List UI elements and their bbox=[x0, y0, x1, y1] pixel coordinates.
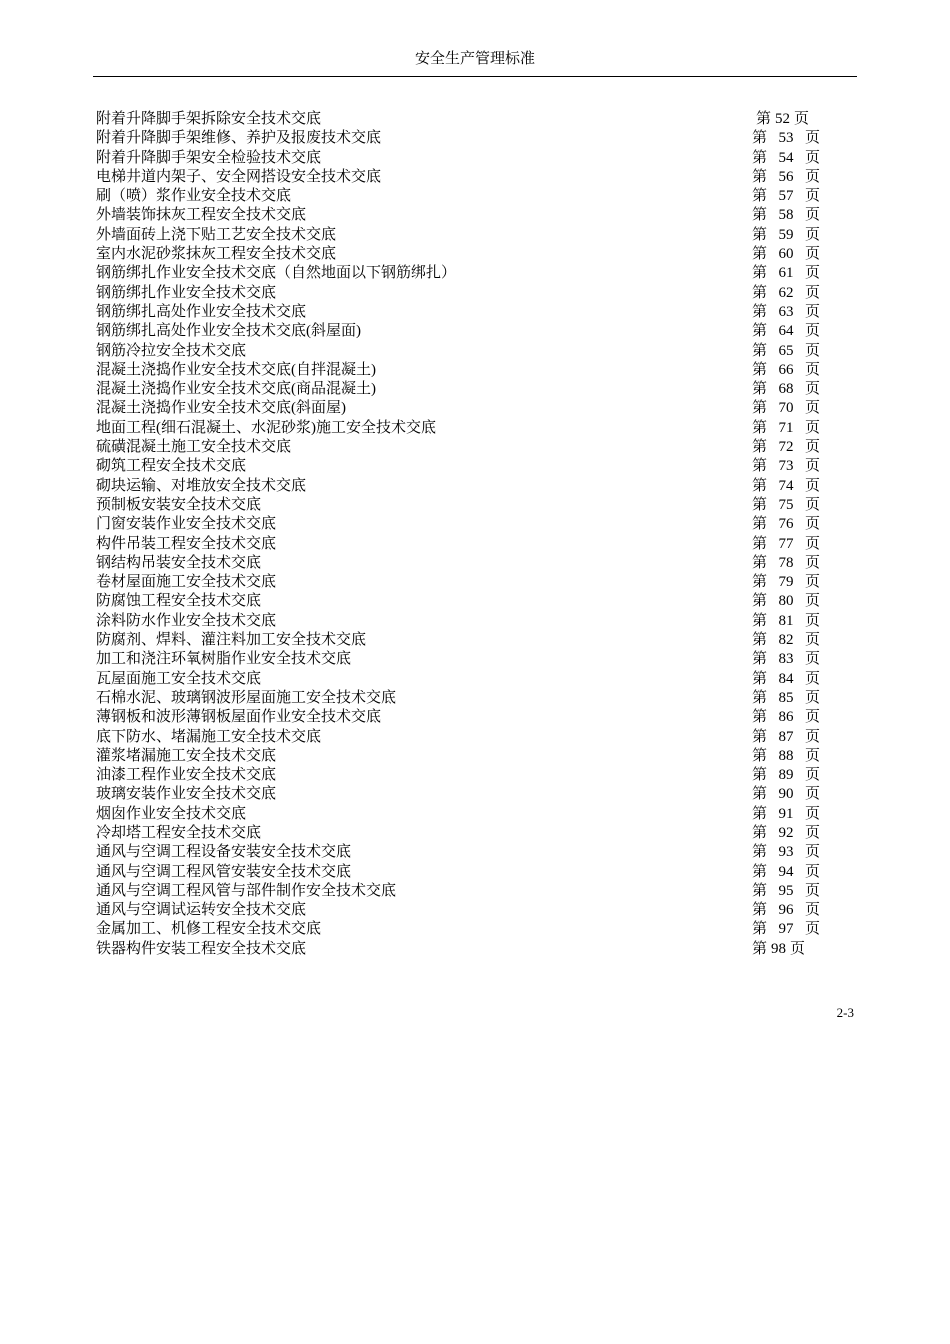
toc-entry-page-ref bbox=[752, 670, 820, 689]
toc-entry-page-page: 96 bbox=[778, 902, 794, 919]
toc-entry-page-suffix: 页 bbox=[804, 728, 820, 745]
toc-entry-page-suffix: 页 bbox=[804, 767, 820, 784]
toc-entry-page-prefix: 第 bbox=[752, 246, 768, 263]
toc-entry-page-prefix: 第 bbox=[752, 709, 768, 726]
toc-entry-page-page: 66 bbox=[778, 361, 794, 378]
toc-entry-page-page: 91 bbox=[778, 805, 794, 822]
toc-entry-page-ref bbox=[752, 457, 820, 476]
toc-entry-page-suffix: 页 bbox=[804, 902, 820, 919]
toc-entry-page-ref bbox=[752, 399, 820, 418]
toc-entry-title: 电梯井道内架子、安全网搭设安全技术交底 bbox=[96, 168, 382, 185]
toc-entry-page-suffix: 页 bbox=[804, 535, 820, 552]
toc-entry-page-page: 62 bbox=[778, 284, 794, 301]
toc-entry bbox=[96, 650, 836, 669]
toc-entry-page-prefix: 第 bbox=[752, 226, 768, 243]
toc-entry-page-ref bbox=[752, 708, 820, 727]
table-of-contents bbox=[96, 110, 836, 959]
toc-entry-title: 刷（喷）浆作业安全技术交底 bbox=[96, 188, 292, 205]
toc-entry bbox=[96, 477, 836, 496]
toc-entry-title: 通风与空调工程设备安装安全技术交底 bbox=[96, 844, 352, 861]
toc-entry-page-ref bbox=[752, 361, 820, 380]
toc-entry-page-ref bbox=[752, 380, 820, 399]
toc-entry-page-prefix: 第 bbox=[752, 767, 768, 784]
toc-entry bbox=[96, 901, 836, 920]
toc-entry-page-page: 86 bbox=[778, 709, 794, 726]
toc-entry-page-suffix: 页 bbox=[804, 226, 820, 243]
toc-entry-page-ref bbox=[752, 284, 820, 303]
toc-entry-page-page: 76 bbox=[778, 516, 794, 533]
toc-entry-page-prefix: 第 bbox=[752, 882, 768, 899]
toc-entry-page-ref bbox=[752, 535, 820, 554]
toc-entry-page-ref bbox=[752, 149, 820, 168]
toc-entry-page-suffix: 页 bbox=[804, 554, 820, 571]
toc-entry-title: 混凝土浇捣作业安全技术交底(斜面屋) bbox=[96, 400, 346, 417]
toc-entry-page-page: 82 bbox=[778, 632, 794, 649]
page-number: 2-3 bbox=[836, 1005, 854, 1020]
toc-entry-page-ref bbox=[752, 419, 820, 438]
toc-entry-page-page: 93 bbox=[778, 844, 794, 861]
toc-entry bbox=[96, 631, 836, 650]
toc-entry-page-suffix: 页 bbox=[804, 323, 820, 340]
toc-entry-page-suffix: 页 bbox=[804, 882, 820, 899]
toc-entry-page-page: 87 bbox=[778, 728, 794, 745]
toc-entry-page-ref bbox=[752, 901, 820, 920]
toc-entry bbox=[96, 206, 836, 225]
toc-entry-page-prefix: 第 bbox=[752, 149, 768, 166]
toc-entry-title: 卷材屋面施工安全技术交底 bbox=[96, 574, 277, 591]
toc-entry-page-prefix: 第 bbox=[752, 805, 768, 822]
toc-entry-page-suffix: 页 bbox=[804, 574, 820, 591]
toc-entry-page-suffix: 页 bbox=[804, 632, 820, 649]
toc-entry-page-page: 92 bbox=[778, 824, 794, 841]
toc-entry-page-prefix: 第 bbox=[752, 535, 768, 552]
toc-entry bbox=[96, 670, 836, 689]
toc-entry-page-ref bbox=[752, 554, 820, 573]
toc-entry-title: 铁器构件安装工程安全技术交底 bbox=[96, 940, 307, 957]
toc-entry bbox=[96, 399, 836, 418]
toc-entry-page-page: 60 bbox=[778, 246, 794, 263]
toc-entry-title: 钢筋冷拉安全技术交底 bbox=[96, 342, 247, 359]
toc-entry-title: 门窗安装作业安全技术交底 bbox=[96, 516, 277, 533]
toc-entry-page-page: 94 bbox=[778, 863, 794, 880]
toc-entry-page-ref bbox=[752, 438, 820, 457]
toc-entry bbox=[96, 747, 836, 766]
toc-entry-page-ref bbox=[752, 805, 820, 824]
toc-entry bbox=[96, 187, 836, 206]
toc-entry-page-page: 78 bbox=[778, 554, 794, 571]
toc-entry-page-ref bbox=[752, 496, 820, 515]
toc-entry-title: 涂料防水作业安全技术交底 bbox=[96, 612, 277, 629]
toc-entry-page-page: 56 bbox=[778, 168, 794, 185]
toc-entry-page-ref bbox=[752, 863, 820, 882]
toc-entry-page-ref bbox=[752, 785, 820, 804]
toc-entry-title: 灌浆堵漏施工安全技术交底 bbox=[96, 747, 277, 764]
toc-entry-title: 外墙面砖上浇下贴工艺安全技术交底 bbox=[96, 226, 337, 243]
toc-entry bbox=[96, 824, 836, 843]
toc-entry bbox=[96, 535, 836, 554]
toc-entry-page-suffix: 页 bbox=[804, 439, 820, 456]
toc-entry-page-ref bbox=[752, 477, 820, 496]
toc-entry-title: 通风与空调工程风管与部件制作安全技术交底 bbox=[96, 882, 397, 899]
toc-entry bbox=[96, 766, 836, 785]
toc-entry-page-ref bbox=[752, 342, 820, 361]
page-header-title: 安全生产管理标准 bbox=[414, 51, 535, 67]
toc-entry-title: 室内水泥砂浆抹灰工程安全技术交底 bbox=[96, 246, 337, 263]
toc-entry bbox=[96, 496, 836, 515]
header-divider bbox=[93, 76, 857, 77]
toc-entry-page-ref bbox=[752, 226, 820, 245]
toc-entry bbox=[96, 110, 836, 129]
toc-entry-title: 附着升降脚手架拆除安全技术交底 bbox=[96, 111, 322, 127]
toc-entry-page-prefix: 第 bbox=[752, 689, 768, 706]
toc-entry bbox=[96, 322, 836, 341]
toc-entry-title: 钢筋绑扎作业安全技术交底（自然地面以下钢筋绑扎） bbox=[96, 265, 457, 282]
toc-entry-page-ref bbox=[752, 882, 820, 901]
toc-entry-page-prefix: 第 bbox=[752, 265, 768, 282]
toc-entry-page-page: 70 bbox=[778, 400, 794, 417]
toc-entry-title: 钢结构吊装安全技术交底 bbox=[96, 554, 262, 571]
toc-entry-page-prefix: 第 bbox=[752, 381, 768, 398]
toc-entry-page-prefix: 第 bbox=[752, 574, 768, 591]
toc-entry-title: 金属加工、机修工程安全技术交底 bbox=[96, 921, 322, 938]
toc-entry-page-ref bbox=[752, 747, 820, 766]
toc-entry-page-suffix: 页 bbox=[804, 844, 820, 861]
toc-entry bbox=[96, 380, 836, 399]
toc-entry-page-page: 74 bbox=[778, 477, 794, 494]
toc-entry-page-page: 68 bbox=[778, 381, 794, 398]
toc-entry-page-ref bbox=[752, 515, 820, 534]
toc-entry-title: 烟囱作业安全技术交底 bbox=[96, 805, 247, 822]
toc-entry-page-suffix: 页 bbox=[804, 496, 820, 513]
toc-entry-page-prefix: 第 bbox=[752, 670, 768, 687]
toc-entry bbox=[96, 515, 836, 534]
toc-entry bbox=[96, 863, 836, 882]
toc-entry-title: 钢筋绑扎高处作业安全技术交底 bbox=[96, 303, 307, 320]
toc-entry-title: 附着升降脚手架安全检验技术交底 bbox=[96, 149, 322, 166]
toc-entry-page-suffix: 页 bbox=[804, 303, 820, 320]
toc-entry bbox=[96, 149, 836, 168]
toc-entry-page-prefix: 第 bbox=[752, 824, 768, 841]
toc-entry-page-suffix: 页 bbox=[804, 824, 820, 841]
toc-entry-page-ref bbox=[752, 728, 820, 747]
toc-entry-page-suffix: 页 bbox=[804, 246, 820, 263]
toc-entry-page-page: 89 bbox=[778, 767, 794, 784]
toc-entry bbox=[96, 264, 836, 283]
toc-entry-title: 通风与空调工程风管安装安全技术交底 bbox=[96, 863, 352, 880]
toc-entry-page-prefix: 第 bbox=[752, 902, 768, 919]
toc-entry bbox=[96, 612, 836, 631]
toc-entry-page-prefix: 第 bbox=[752, 554, 768, 571]
toc-entry-page-ref bbox=[752, 612, 820, 631]
toc-entry-page-suffix: 页 bbox=[804, 670, 820, 687]
toc-entry bbox=[96, 554, 836, 573]
toc-entry-page-suffix: 页 bbox=[804, 419, 820, 436]
toc-entry-title: 砌块运输、对堆放安全技术交底 bbox=[96, 477, 307, 494]
toc-entry bbox=[96, 284, 836, 303]
toc-entry-page-page: 52 bbox=[775, 111, 791, 127]
toc-entry-page-page: 71 bbox=[778, 419, 794, 436]
toc-entry bbox=[96, 245, 836, 264]
toc-entry-page-prefix: 第 bbox=[752, 747, 768, 764]
toc-entry-page-suffix: 页 bbox=[804, 361, 820, 378]
toc-entry bbox=[96, 728, 836, 747]
toc-entry-page-ref bbox=[752, 573, 820, 592]
toc-entry-page-prefix: 第 bbox=[752, 361, 768, 378]
toc-entry-title: 薄钢板和波形薄钢板屋面作业安全技术交底 bbox=[96, 709, 382, 726]
toc-entry-page-ref bbox=[752, 322, 820, 341]
toc-entry-page-page: 90 bbox=[778, 786, 794, 803]
toc-entry bbox=[96, 303, 836, 322]
toc-entry bbox=[96, 592, 836, 611]
toc-entry-page-suffix: 页 bbox=[804, 207, 820, 224]
toc-entry-page-suffix: 页 bbox=[804, 149, 820, 166]
toc-entry-page-suffix: 页 bbox=[804, 612, 820, 629]
toc-entry-page-prefix: 第 bbox=[752, 207, 768, 224]
toc-entry-page-page: 85 bbox=[778, 689, 794, 706]
toc-entry-page-page: 77 bbox=[778, 535, 794, 552]
toc-entry-page-ref bbox=[752, 245, 820, 264]
toc-entry-page-ref bbox=[752, 650, 820, 669]
toc-entry-page-prefix: 第 bbox=[752, 593, 768, 610]
toc-entry-page-ref bbox=[752, 303, 820, 322]
toc-entry-page-suffix: 页 bbox=[804, 786, 820, 803]
toc-entry-page-suffix: 页 bbox=[804, 709, 820, 726]
toc-entry-page-page: 57 bbox=[778, 188, 794, 205]
toc-entry-title: 钢筋绑扎高处作业安全技术交底(斜屋面) bbox=[96, 323, 361, 340]
toc-entry-title: 外墙装饰抹灰工程安全技术交底 bbox=[96, 207, 307, 224]
toc-entry-title: 玻璃安装作业安全技术交底 bbox=[96, 786, 277, 803]
toc-entry-page-ref bbox=[752, 187, 820, 206]
toc-entry-page-suffix: 页 bbox=[804, 168, 820, 185]
toc-entry-page-page: 53 bbox=[778, 130, 794, 147]
toc-entry-title: 混凝土浇捣作业安全技术交底(自拌混凝土) bbox=[96, 361, 376, 378]
toc-entry-title: 瓦屋面施工安全技术交底 bbox=[96, 670, 262, 687]
toc-entry-page-prefix: 第 bbox=[752, 921, 768, 938]
toc-entry-title: 防腐蚀工程安全技术交底 bbox=[96, 593, 262, 610]
toc-entry-title: 石棉水泥、玻璃钢波形屋面施工安全技术交底 bbox=[96, 689, 397, 706]
toc-entry bbox=[96, 940, 836, 959]
toc-entry-page-page: 95 bbox=[778, 882, 794, 899]
toc-entry-page-suffix: 页 bbox=[804, 516, 820, 533]
toc-entry-page-prefix: 第 bbox=[752, 786, 768, 803]
toc-entry-page-prefix: 第 bbox=[752, 844, 768, 861]
toc-entry bbox=[96, 168, 836, 187]
toc-entry bbox=[96, 342, 836, 361]
toc-entry-page-prefix: 第 bbox=[752, 651, 768, 668]
toc-entry-page-prefix: 第 bbox=[752, 168, 768, 185]
toc-entry-page-suffix: 页 bbox=[804, 458, 820, 475]
toc-entry-page-ref bbox=[752, 940, 805, 959]
toc-entry-page-ref bbox=[752, 129, 820, 148]
toc-entry-page-prefix: 第 bbox=[752, 342, 768, 359]
toc-entry bbox=[96, 882, 836, 901]
toc-entry-title: 油漆工程作业安全技术交底 bbox=[96, 767, 277, 784]
toc-entry bbox=[96, 708, 836, 727]
toc-entry-page-ref bbox=[752, 592, 820, 611]
toc-entry-page-ref bbox=[752, 920, 820, 939]
toc-entry-page-prefix: 第 bbox=[752, 863, 768, 880]
toc-entry-page-page: 97 bbox=[778, 921, 794, 938]
toc-entry-page-page: 72 bbox=[778, 439, 794, 456]
toc-entry-page-page: 65 bbox=[778, 342, 794, 359]
toc-entry-page-page: 54 bbox=[778, 149, 794, 166]
toc-entry-page-prefix: 第 bbox=[752, 419, 768, 436]
toc-entry-page-page: 79 bbox=[778, 574, 794, 591]
toc-entry bbox=[96, 457, 836, 476]
toc-entry-page-prefix: 第 bbox=[752, 632, 768, 649]
toc-entry-page-ref bbox=[752, 264, 820, 283]
toc-entry-page-prefix: 第 bbox=[752, 188, 768, 205]
toc-entry-page-suffix: 页 bbox=[804, 130, 820, 147]
toc-entry-page-prefix: 第 bbox=[752, 940, 768, 957]
toc-entry-page-page: 59 bbox=[778, 226, 794, 243]
toc-entry-page-suffix: 页 bbox=[804, 188, 820, 205]
toc-entry-title: 钢筋绑扎作业安全技术交底 bbox=[96, 284, 277, 301]
toc-entry-page-ref bbox=[756, 110, 809, 129]
toc-entry-page-prefix: 第 bbox=[752, 284, 768, 301]
toc-entry bbox=[96, 419, 836, 438]
toc-entry-page-suffix: 页 bbox=[804, 651, 820, 668]
toc-entry-page-page: 98 bbox=[771, 940, 787, 957]
toc-entry-title: 构件吊装工程安全技术交底 bbox=[96, 535, 277, 552]
toc-entry-page-page: 81 bbox=[778, 612, 794, 629]
toc-entry-page-suffix: 页 bbox=[804, 593, 820, 610]
toc-entry-page-prefix: 第 bbox=[752, 496, 768, 513]
toc-entry-title: 防腐剂、焊料、灌注料加工安全技术交底 bbox=[96, 632, 367, 649]
toc-entry-title: 加工和浇注环氧树脂作业安全技术交底 bbox=[96, 651, 352, 668]
toc-entry bbox=[96, 689, 836, 708]
toc-entry-page-prefix: 第 bbox=[756, 111, 772, 127]
toc-entry-title: 混凝土浇捣作业安全技术交底(商品混凝土) bbox=[96, 381, 376, 398]
toc-entry-page-suffix: 页 bbox=[804, 400, 820, 417]
toc-entry-page-suffix: 页 bbox=[804, 342, 820, 359]
toc-entry bbox=[96, 805, 836, 824]
toc-entry-page-suffix: 页 bbox=[804, 381, 820, 398]
toc-entry-title: 通风与空调试运转安全技术交底 bbox=[96, 902, 307, 919]
toc-entry-title: 砌筑工程安全技术交底 bbox=[96, 458, 247, 475]
toc-entry-page-ref bbox=[752, 206, 820, 225]
toc-entry-page-prefix: 第 bbox=[752, 303, 768, 320]
toc-entry-title: 底下防水、堵漏施工安全技术交底 bbox=[96, 728, 322, 745]
toc-entry-page-suffix: 页 bbox=[804, 284, 820, 301]
toc-entry-page-suffix: 页 bbox=[804, 805, 820, 822]
toc-entry-page-prefix: 第 bbox=[752, 728, 768, 745]
toc-entry-page-ref bbox=[752, 689, 820, 708]
toc-entry-page-prefix: 第 bbox=[752, 439, 768, 456]
toc-entry-page-prefix: 第 bbox=[752, 516, 768, 533]
toc-entry-page-page: 63 bbox=[778, 303, 794, 320]
toc-entry-page-prefix: 第 bbox=[752, 130, 768, 147]
toc-entry-page-page: 61 bbox=[778, 265, 794, 282]
toc-entry-page-suffix: 页 bbox=[804, 477, 820, 494]
toc-entry-page-page: 58 bbox=[778, 207, 794, 224]
toc-entry-page-suffix: 页 bbox=[804, 265, 820, 282]
toc-entry-page-page: 73 bbox=[778, 458, 794, 475]
toc-entry bbox=[96, 438, 836, 457]
toc-entry-page-ref bbox=[752, 168, 820, 187]
toc-entry bbox=[96, 129, 836, 148]
toc-entry-title: 硫磺混凝土施工安全技术交底 bbox=[96, 439, 292, 456]
toc-entry-page-page: 80 bbox=[778, 593, 794, 610]
toc-entry-page-ref bbox=[752, 843, 820, 862]
toc-entry-page-suffix: 页 bbox=[804, 921, 820, 938]
toc-entry-page-prefix: 第 bbox=[752, 400, 768, 417]
toc-entry-page-page: 83 bbox=[778, 651, 794, 668]
toc-entry-page-suffix: 页 bbox=[804, 689, 820, 706]
toc-entry bbox=[96, 226, 836, 245]
toc-entry-title: 地面工程(细石混凝土、水泥砂浆)施工安全技术交底 bbox=[96, 419, 436, 436]
toc-entry-page-ref bbox=[752, 766, 820, 785]
toc-entry-title: 附着升降脚手架维修、养护及报废技术交底 bbox=[96, 130, 382, 147]
toc-entry-page-page: 84 bbox=[778, 670, 794, 687]
toc-entry-title: 预制板安装安全技术交底 bbox=[96, 496, 262, 513]
toc-entry bbox=[96, 920, 836, 939]
toc-entry bbox=[96, 361, 836, 380]
toc-entry-page-suffix: 页 bbox=[790, 940, 806, 957]
toc-entry-page-suffix: 页 bbox=[804, 747, 820, 764]
toc-entry-page-suffix: 页 bbox=[794, 111, 810, 127]
toc-entry-page-ref bbox=[752, 824, 820, 843]
toc-entry bbox=[96, 785, 836, 804]
toc-entry-page-suffix: 页 bbox=[804, 863, 820, 880]
toc-entry-page-prefix: 第 bbox=[752, 458, 768, 475]
toc-entry-page-page: 64 bbox=[778, 323, 794, 340]
toc-entry-page-prefix: 第 bbox=[752, 323, 768, 340]
toc-entry bbox=[96, 843, 836, 862]
toc-entry-page-prefix: 第 bbox=[752, 477, 768, 494]
toc-entry-page-page: 88 bbox=[778, 747, 794, 764]
toc-entry-page-prefix: 第 bbox=[752, 612, 768, 629]
toc-entry bbox=[96, 573, 836, 592]
toc-entry-title: 冷却塔工程安全技术交底 bbox=[96, 824, 262, 841]
toc-entry-page-ref bbox=[752, 631, 820, 650]
toc-entry-page-page: 75 bbox=[778, 496, 794, 513]
